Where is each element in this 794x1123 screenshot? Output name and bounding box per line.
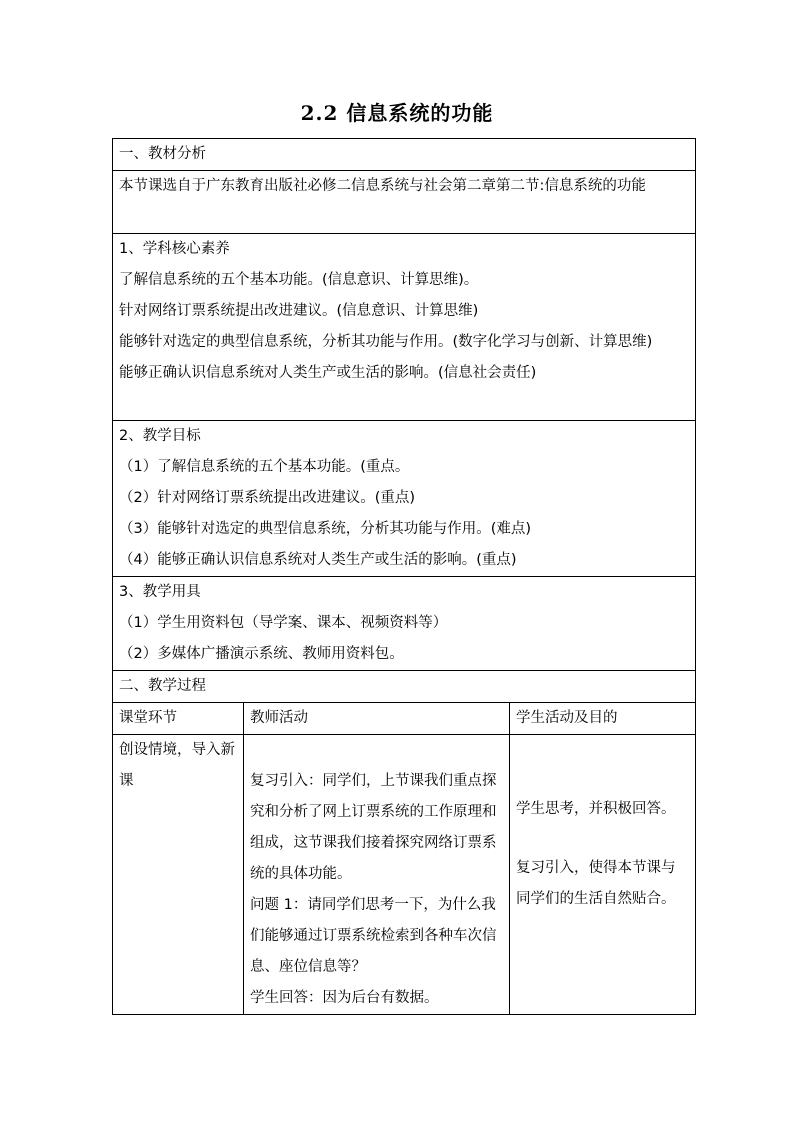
section-text: 本节课选自于广东教育出版社必修二信息系统与社会第二章第二节:信息系统的功能 — [119, 178, 646, 194]
column-header-student: 学生活动及目的 — [516, 710, 618, 726]
section-teaching-tools — [113, 577, 696, 671]
section-core-literacy — [113, 234, 696, 421]
list-item: 能够正确认识信息系统对人类生产或生活的影响。(信息社会责任) — [119, 365, 537, 381]
column-header-teacher: 教师活动 — [250, 710, 308, 726]
page-title: 2.2 信息系统的功能 — [300, 101, 494, 125]
section-heading: 一、教材分析 — [119, 146, 206, 162]
list-item: 了解信息系统的五个基本功能。(信息意识、计算思维)。 — [119, 272, 479, 288]
stage-cell-text: 创设情境，导入新课 — [119, 742, 235, 789]
teacher-paragraph: 问题 1：请同学们思考一下，为什么我们能够通过订票系统检索到各种车次信息、座位信息等？ — [250, 897, 497, 975]
cell-spacer — [516, 915, 689, 955]
section-heading: 二、教学过程 — [119, 678, 206, 694]
cell-spacer — [516, 825, 689, 853]
list-item: （2）多媒体广播演示系统、教师用资料包。 — [119, 646, 404, 662]
process-header-row — [113, 703, 696, 735]
section-textbook-text-row — [113, 171, 696, 234]
list-item: （2）针对网络订票系统提出改进建议。(重点) — [119, 490, 416, 506]
student-paragraph: 复习引入，使得本节课与同学们的生活自然贴合。 — [516, 860, 676, 907]
list-item: 能够针对选定的典型信息系统，分析其功能与作用。(数字化学习与创新、计算思维) — [119, 334, 653, 350]
list-item: （1）学生用资料包（导学案、课本、视频资料等） — [119, 615, 448, 631]
cell-spacer — [250, 735, 503, 766]
section-heading: 2、教学目标 — [119, 428, 201, 444]
list-item: （1）了解信息系统的五个基本功能。(重点。 — [119, 459, 410, 475]
process-row — [113, 735, 696, 1015]
list-item: 针对网络订票系统提出改进建议。(信息意识、计算思维) — [119, 303, 479, 319]
student-paragraph: 学生思考，并积极回答。 — [516, 801, 676, 817]
list-item: （4）能够正确认识信息系统对人类生产或生活的影响。(重点) — [119, 552, 517, 568]
list-item: （3）能够针对选定的典型信息系统，分析其功能与作用。(难点) — [119, 521, 532, 537]
section-heading: 3、教学用具 — [119, 584, 201, 600]
teacher-paragraph: 学生回答：因为后台有数据。 — [250, 990, 439, 1006]
lesson-plan-table — [112, 138, 696, 1015]
column-header-stage: 课堂环节 — [119, 710, 177, 726]
section-teaching-goals — [113, 421, 696, 577]
teacher-paragraph: 复习引入：同学们，上节课我们重点探究和分析了网上订票系统的工作原理和组成，这节课我们接着探究网络订票系统的具体功能。 — [250, 773, 497, 882]
section-teaching-process — [113, 671, 696, 703]
section-textbook-analysis — [113, 139, 696, 171]
section-heading: 1、学科核心素养 — [119, 241, 230, 257]
